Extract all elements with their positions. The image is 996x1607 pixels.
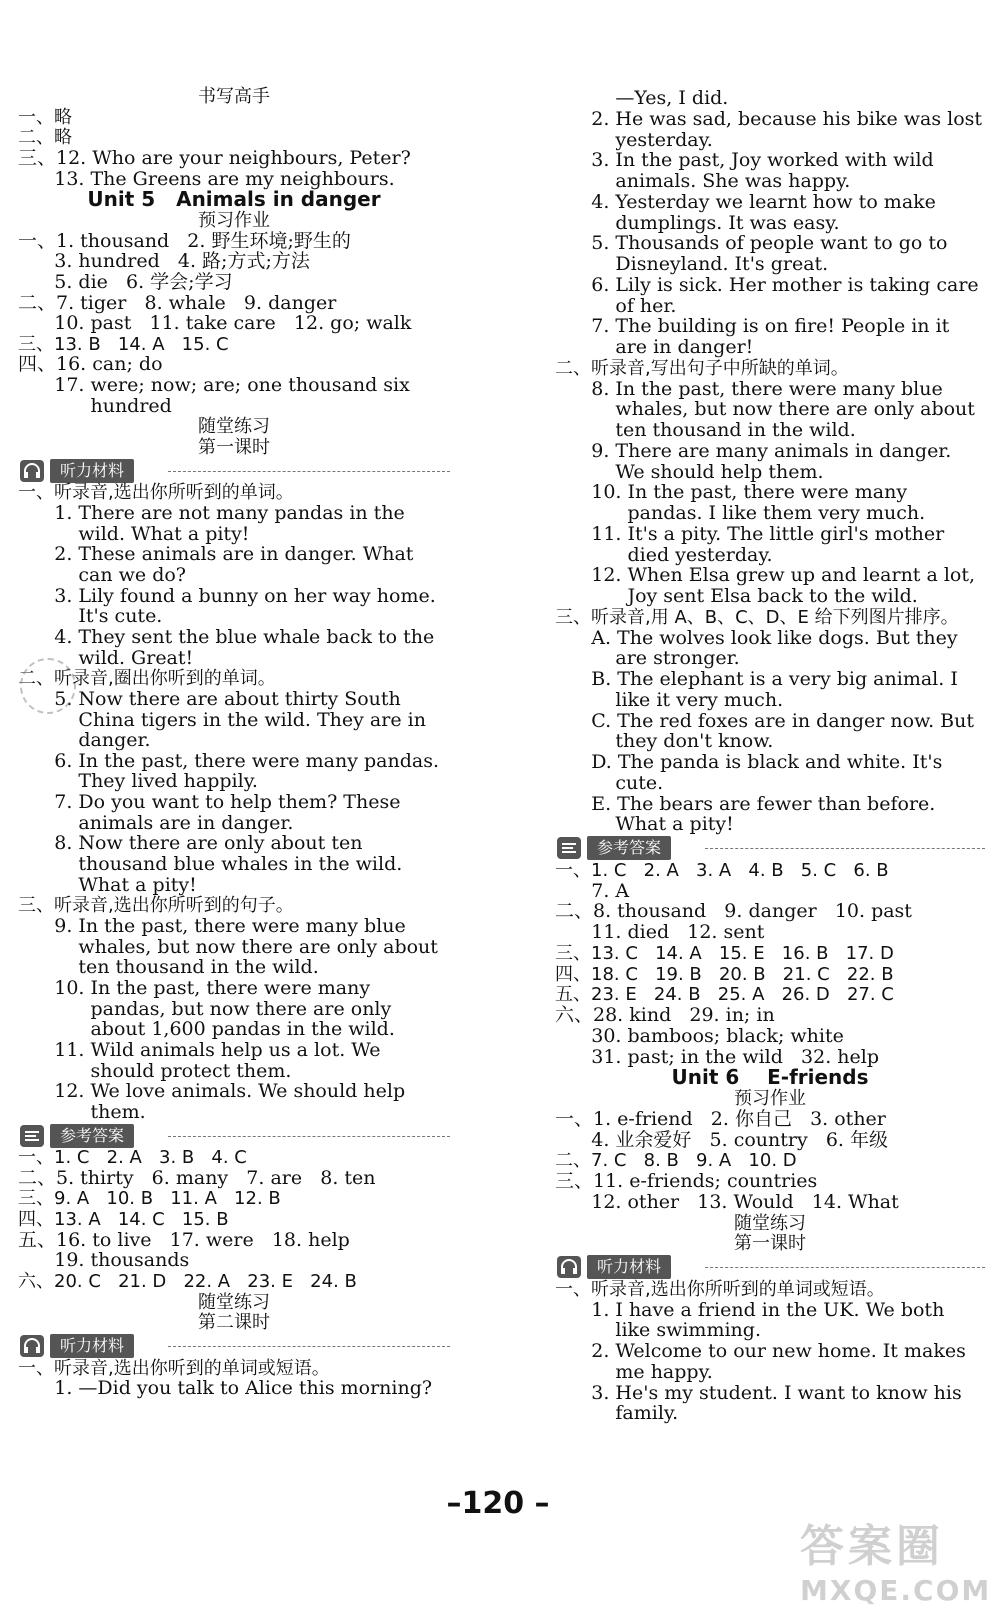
answer-icon: [18, 1124, 46, 1148]
text-line: 二、7. C 8. B 9. A 10. D: [555, 1150, 797, 1172]
text-line: 11. Wild animals help us a lot. We: [18, 1038, 381, 1061]
unit-title: Unit 5 Animals in danger: [87, 187, 381, 212]
page-number: –120 –: [446, 1486, 550, 1521]
text-line: 11. died 12. sent: [555, 921, 765, 943]
text-line: 三、12. Who are your neighbours, Peter?: [18, 146, 411, 169]
text-line: 4. 业余爱好 5. country 6. 年级: [555, 1128, 888, 1151]
section-bar-label: 听力材料: [587, 1255, 671, 1279]
section-bar-label: 听力材料: [50, 1334, 134, 1358]
text-line: 2. Welcome to our new home. It makes: [555, 1340, 966, 1362]
text-line: 四、18. C 19. B 20. B 21. C 22. B: [555, 963, 894, 985]
section-bar-label: 参考答案: [50, 1124, 134, 1148]
text-line: are in danger!: [555, 336, 754, 358]
text-line: animals. She was happy.: [555, 170, 851, 192]
text-line: 五、16. to live 17. were 18. help: [18, 1228, 350, 1251]
text-line: 二、7. tiger 8. whale 9. danger: [18, 291, 337, 314]
text-line: 二、听录音,圈出你听到的单词。: [18, 668, 276, 690]
dashed-rule: [168, 1346, 450, 1347]
text-line: 6. Lily is sick. Her mother is taking care: [555, 273, 979, 296]
watermark-logo: [800, 1510, 992, 1607]
text-line: ten thousand in the wild.: [555, 419, 856, 441]
text-line: 5. die 6. 学会;学习: [18, 270, 233, 293]
text-line: 7. The building is on fire! People in it: [555, 315, 950, 338]
text-line: E. The bears are fewer than before.: [555, 792, 936, 815]
text-line: 三、11. e-friends; countries: [555, 1170, 818, 1192]
text-line: 二、听录音,写出句子中所缺的单词。: [555, 357, 849, 379]
text-line: family.: [555, 1402, 679, 1425]
text-line: 三、听录音,选出你所听到的句子。: [18, 895, 294, 917]
text-line: me happy.: [555, 1360, 713, 1383]
text-line: We should help them.: [555, 460, 824, 483]
section-heading: 第一课时: [734, 1233, 806, 1255]
text-line: them.: [18, 1100, 146, 1123]
text-line: 4. Yesterday we learnt how to make: [555, 190, 936, 213]
text-line: 四、16. can; do: [18, 353, 163, 376]
text-line: they don't know.: [555, 730, 774, 753]
text-line: 一、略: [18, 106, 72, 128]
text-line: 6. In the past, there were many pandas.: [18, 749, 440, 772]
text-line: 一、听录音,选出你所听到的单词。: [18, 482, 294, 504]
section-bar: [555, 1255, 985, 1281]
section-heading: 随堂练习: [734, 1212, 806, 1234]
section-heading: 书写高手: [198, 86, 270, 107]
text-line: 10. In the past, there were many: [18, 976, 371, 999]
text-line: It's cute.: [18, 605, 163, 628]
section-bar: [18, 459, 450, 485]
text-line: 六、20. C 21. D 22. A 23. E 24. B: [18, 1271, 357, 1293]
text-line: about 1,600 pandas in the wild.: [18, 1018, 395, 1041]
section-heading: 预习作业: [198, 209, 270, 231]
text-line: 19. thousands: [18, 1249, 190, 1272]
text-line: 一、1. e-friend 2. 你自己 3. other: [555, 1107, 886, 1130]
text-line: 3. In the past, Joy worked with wild: [555, 149, 934, 172]
text-line: D. The panda is black and white. It's: [555, 751, 943, 773]
text-line: B. The elephant is a very big animal. I: [555, 668, 958, 690]
text-line: 4. They sent the blue whale back to the: [18, 625, 435, 648]
text-line: 10. past 11. take care 12. go; walk: [18, 312, 412, 335]
text-line: whales, but now there are only about: [555, 398, 975, 421]
text-line: ten thousand in the wild.: [18, 956, 319, 979]
text-line: 二、略: [18, 127, 72, 149]
text-line: 9. In the past, there were many blue: [18, 915, 406, 937]
unit-title: Unit 6 E-friends: [671, 1065, 869, 1090]
section-heading: 第二课时: [198, 1312, 270, 1334]
text-line: They lived happily.: [18, 770, 258, 793]
text-line: 1. There are not many pandas in the: [18, 502, 405, 524]
text-line: 5. Thousands of people want to go to: [555, 232, 948, 255]
dashed-rule: [705, 1267, 985, 1268]
section-heading: 第一课时: [198, 437, 270, 459]
text-line: 5. Now there are about thirty South: [18, 687, 401, 710]
text-line: are stronger.: [555, 647, 740, 670]
text-line: pandas. I like them very much.: [555, 502, 926, 524]
text-line: 六、28. kind 29. in; in: [555, 1004, 775, 1026]
text-line: of her.: [555, 294, 677, 317]
text-line: 3. Lily found a bunny on her way home.: [18, 584, 436, 607]
text-line: 2. These animals are in danger. What: [18, 543, 414, 566]
text-line: 一、1. C 2. A 3. B 4. C: [18, 1147, 247, 1169]
dashed-rule: [168, 1136, 450, 1137]
section-heading: 随堂练习: [198, 416, 270, 438]
text-line: 二、8. thousand 9. danger 10. past: [555, 900, 912, 923]
text-line: cute.: [555, 771, 664, 794]
text-line: 五、23. E 24. B 25. A 26. D 27. C: [555, 984, 894, 1006]
text-line: hundred: [18, 394, 172, 417]
text-line: 31. past; in the wild 32. help: [555, 1045, 879, 1068]
text-line: wild. What a pity!: [18, 522, 250, 545]
text-line: pandas, but now there are only: [18, 997, 392, 1020]
text-line: 三、9. A 10. B 11. A 12. B: [18, 1188, 281, 1210]
text-line: 10. In the past, there were many: [555, 481, 908, 504]
section-bar-label: 参考答案: [587, 836, 671, 860]
section-heading: 预习作业: [734, 1088, 806, 1109]
text-line: What a pity!: [555, 813, 734, 836]
text-line: 四、13. A 14. C 15. B: [18, 1209, 229, 1231]
text-line: dumplings. It was easy.: [555, 211, 840, 234]
text-line: China tigers in the wild. They are in: [18, 708, 426, 731]
text-line: animals are in danger.: [18, 811, 294, 834]
watermark-line2: MXQE.COM: [800, 1574, 992, 1607]
headphones-icon: [18, 1334, 46, 1358]
text-line: wild. Great!: [18, 646, 194, 669]
dashed-rule: [168, 471, 450, 472]
text-line: 3. hundred 4. 路;方式;方法: [18, 250, 310, 273]
text-line: 7. A: [555, 879, 630, 902]
text-line: What a pity!: [18, 873, 197, 896]
text-line: 1. —Did you talk to Alice this morning?: [18, 1377, 433, 1400]
headphones-icon: [18, 459, 46, 483]
text-line: 8. Now there are only about ten: [18, 832, 363, 855]
text-line: 三、听录音,用 A、B、C、D、E 给下列图片排序。: [555, 606, 959, 628]
text-line: 12. We love animals. We should help: [18, 1080, 406, 1103]
dashed-rule: [705, 848, 985, 849]
watermark-line1: 答案圈: [800, 1521, 944, 1572]
text-line: 一、1. C 2. A 3. A 4. B 5. C 6. B: [555, 859, 889, 881]
text-line: 三、13. C 14. A 15. E 16. B 17. D: [555, 942, 894, 964]
text-line: 一、1. thousand 2. 野生环境;野生的: [18, 229, 351, 252]
text-line: like it very much.: [555, 688, 784, 711]
section-bar: [18, 1334, 450, 1360]
text-line: should protect them.: [18, 1059, 292, 1082]
text-line: 7. Do you want to help them? These: [18, 791, 401, 814]
text-line: Disneyland. It's great.: [555, 253, 829, 275]
text-line: 30. bamboos; black; white: [555, 1024, 844, 1047]
text-line: 二、5. thirty 6. many 7. are 8. ten: [18, 1166, 376, 1189]
text-line: A. The wolves look like dogs. But they: [555, 626, 958, 649]
text-line: 17. were; now; are; one thousand six: [18, 374, 410, 397]
text-line: died yesterday.: [555, 543, 773, 566]
text-line: C. The red foxes are in danger now. But: [555, 709, 975, 732]
text-line: 三、13. B 14. A 15. C: [18, 333, 229, 355]
text-line: 8. In the past, there were many blue: [555, 377, 943, 400]
text-line: 一、听录音,选出你听到的单词或短语。: [18, 1357, 330, 1379]
text-line: Joy sent Elsa back to the wild.: [555, 585, 918, 607]
text-line: 2. He was sad, because his bike was lost: [555, 107, 983, 130]
text-line: —Yes, I did.: [555, 87, 729, 109]
text-line: danger.: [18, 729, 151, 752]
section-bar: [18, 1124, 450, 1150]
text-line: 一、听录音,选出你所听到的单词或短语。: [555, 1278, 885, 1300]
faint-stamp-mark: [20, 658, 76, 714]
text-line: 9. There are many animals in danger.: [555, 439, 952, 462]
section-heading: 随堂练习: [198, 1291, 270, 1313]
text-line: 3. He's my student. I want to know his: [555, 1381, 962, 1404]
text-line: whales, but now there are only about: [18, 935, 438, 958]
text-line: 12. When Elsa grew up and learnt a lot,: [555, 564, 976, 587]
text-line: 13. The Greens are my neighbours.: [18, 167, 395, 190]
text-line: like swimming.: [555, 1319, 761, 1342]
text-line: thousand blue whales in the wild.: [18, 853, 403, 876]
text-line: 1. I have a friend in the UK. We both: [555, 1298, 945, 1321]
section-bar: [555, 836, 985, 862]
section-bar-label: 听力材料: [50, 459, 134, 483]
text-line: 11. It's a pity. The little girl's mother: [555, 522, 945, 545]
headphones-icon: [555, 1255, 583, 1279]
text-line: 12. other 13. Would 14. What: [555, 1190, 899, 1213]
answer-icon: [555, 836, 583, 860]
text-line: yesterday.: [555, 128, 713, 151]
text-line: can we do?: [18, 563, 186, 586]
